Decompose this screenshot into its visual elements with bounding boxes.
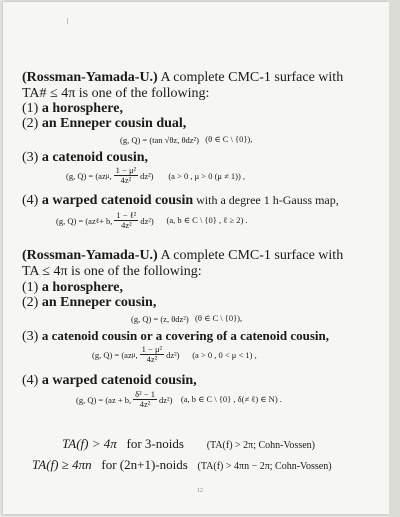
s2-intro: A complete CMC-1 surface with	[157, 248, 344, 263]
s2-equation-3: (g, Q) = (az μ , $\frac{\text{1 − μ²}}{\text{4z²}}$ dz²) (a > 0 , 0 < μ < 1) ,	[92, 344, 257, 364]
s2-condition: TA ≤ 4π is one of the following:	[22, 264, 202, 279]
scan-mark	[67, 18, 68, 24]
s1-eq3-fraction: $\frac{\text{1 − μ²}}{\text{4z²}}$	[115, 165, 137, 185]
s1-equation-2: (g, Q) = (tan √θz, θdz²) (θ ∈ C \ {0}),	[120, 134, 253, 145]
s2-item-3: (3) a catenoid cousin or a covering of a catenoid cousin,	[22, 328, 330, 344]
s1-attribution: (Rossman-Yamada-U.)	[22, 70, 158, 85]
bottom-line-1: TA(f) > 4π for 3-noids (TA(f) > 2π; Cohn-Vossen)	[62, 436, 315, 451]
s1-item-1: (1) a horosphere,	[22, 101, 123, 116]
page-edge	[389, 0, 400, 517]
s2-attribution: (Rossman-Yamada-U.)	[22, 248, 158, 263]
page-number: 12	[197, 488, 203, 494]
s2-equation-2: (g, Q) = (z, θdz²) (θ ∈ C \ {0}),	[131, 313, 243, 324]
s2-item-4: (4) a warped catenoid cousin,	[22, 373, 197, 388]
s2-equation-4: (g, Q) = (az + b, $\frac{\text{δ² − 1}}{\text{4z²}}$ dz²) (a, b ∈ C \ {0} , δ(≠ ℓ) ∈ N) .	[76, 389, 282, 409]
s2-heading	[22, 248, 388, 263]
s1-item-2: (2) an Enneper cousin dual,	[22, 116, 187, 131]
s1-item-4: (4) a warped catenoid cousin with a degree 1 h-Gauss map,	[22, 193, 339, 208]
s1-condition: TA# ≤ 4π is one of the following:	[22, 86, 210, 101]
s2-item-2: (2) an Enneper cousin,	[22, 295, 157, 310]
s2-eq4-fraction: $\frac{\text{δ² − 1}}{\text{4z²}}$	[135, 389, 155, 409]
s1-equation-3: (g, Q) = (az μ , $\frac{\text{1 − μ²}}{\text{4z²}}$ dz²) (a > 0 , μ > 0 (μ ≠ 1)) ,	[66, 165, 246, 185]
s1-intro: A complete CMC-1 surface with	[157, 70, 344, 85]
s2-eq3-fraction: $\frac{\text{1 − μ²}}{\text{4z²}}$	[141, 344, 163, 364]
s1-item-3: (3) a catenoid cousin,	[22, 150, 149, 165]
bottom-line-2: TA(f) ≥ 4πn for (2n+1)-noids (TA(f) > 4πn − 2π; Cohn-Vossen)	[32, 457, 332, 472]
s2-item-1: (1) a horosphere,	[22, 280, 123, 295]
s1-eq4-fraction: $\frac{\text{1 − ℓ²}}{\text{4z²}}$	[116, 210, 137, 230]
s1-equation-4: (g, Q) = (az ℓ + b, $\frac{\text{1 − ℓ²}}{\text{4z²}}$ dz²) (a, b ∈ C \ {0} , ℓ ≥ 2) .	[56, 210, 248, 230]
s1-heading	[22, 70, 388, 85]
